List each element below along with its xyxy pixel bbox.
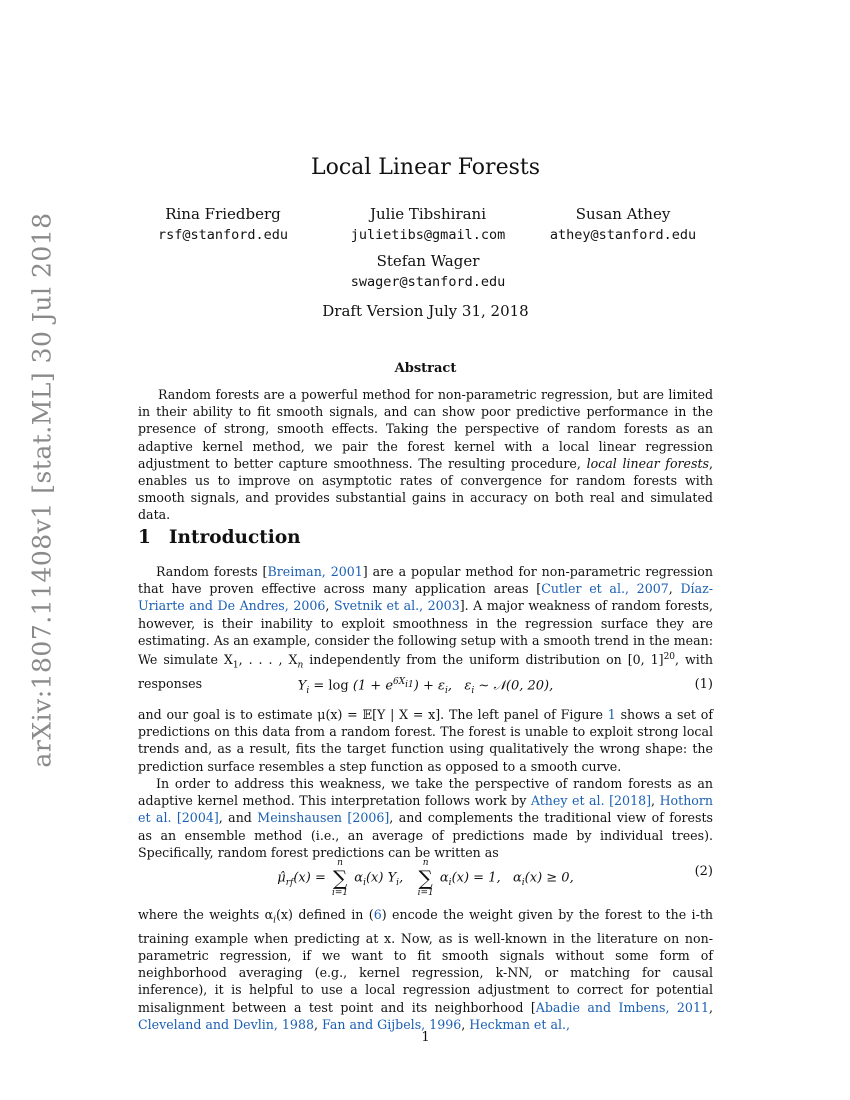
author-name: Rina Friedberg bbox=[165, 205, 281, 223]
author-name: Susan Athey bbox=[575, 205, 671, 223]
citation-link[interactable]: Svetnik et al., 2003 bbox=[333, 598, 460, 614]
equation-link[interactable]: 6 bbox=[373, 907, 382, 922]
equation-2-body: $\mû_{rf}(x)$ = n ∑ i=1 $\alpha_i(x)$ $Y_i$, n ∑ i=1 $\alpha_i(x) = 1$, $\alpha_i(x) \ge 0$, bbox=[277, 858, 574, 898]
paper-title: Local Linear Forests bbox=[310, 155, 541, 180]
citation-link[interactable]: Athey et al. [2018] bbox=[530, 793, 652, 809]
equation-1-body: $Y_i = \log (1 + e^{6X_{i1}}) + \varepsilon_i$, $\varepsilon_i$ ∼ 𝒩(0, 20), bbox=[297, 677, 554, 696]
arxiv-identifier: arXiv:1807.11408v1 [stat.ML] 30 Jul 2018 bbox=[27, 212, 57, 768]
citation-link[interactable]: Meinshausen [2006] bbox=[257, 810, 390, 826]
section-number: 1 bbox=[138, 527, 151, 548]
equation-number: (1) bbox=[694, 677, 713, 692]
abstract-text: Random forests are a powerful method for non-parametric regression, but are limited in their ability to fit smooth signals, and can show poor predictive performance in the presence of strong, smooth effects. Taking the perspective of random forests as an adaptive kernel method, we pair the forest kernel with a local linear regression adjustment to better capture smoothness. The resulting procedure, local linear forests, enables us to improve on asymptotic rates of convergence for random forests with smooth signals, and provides substantial gains in accuracy on both real and simulated data. bbox=[138, 387, 714, 523]
author-email[interactable]: rsf@stanford.edu bbox=[157, 227, 289, 243]
equation-1 bbox=[138, 677, 713, 699]
intro-paragraph-3: In order to address this weakness, we take the perspective of random forests as an adaptive kernel method. This interpretation follows work by Athey et al. [2018], Hothorn et al. [2004], and Meinshausen [2006], and complements the traditional view of forests as an ensemble method (i.e., an average of predictions made by individual trees). Specifically, random forest predictions can be written as bbox=[138, 776, 714, 860]
abstract-heading: Abstract bbox=[394, 361, 457, 376]
citation-link[interactable]: Abadie and Imbens, 2011 bbox=[535, 999, 709, 1015]
intro-paragraph-4: where the weights $\alpha_i(x)$ defined in (6) encode the weight given by the forest to the i-th training example when predicting at x. Now, as is well-known in the literature on non-parametric regression, if we want to fit smooth signals without some form of neighborhood averaging (e.g., kernel regression, k-NN, or matching for causal inference), it is helpful to use a local regression adjustment to correct for potential misalignment between a test point and its neighborhood [Abadie and Imbens, 2011, Cleveland and Devlin, 1988, Fan and Gijbels, 1996, Heckman et al., bbox=[138, 907, 713, 1032]
citation-link[interactable]: Breiman, 2001 bbox=[267, 564, 363, 579]
author-email[interactable]: swager@stanford.edu bbox=[350, 274, 506, 290]
figure-link[interactable]: 1 bbox=[607, 707, 616, 722]
section-heading bbox=[138, 527, 301, 548]
author-name: Julie Tibshirani bbox=[369, 205, 487, 223]
equation-2 bbox=[138, 848, 713, 898]
section-title: Introduction bbox=[168, 527, 301, 548]
citation-link[interactable]: Hothorn et al. [2004] bbox=[138, 793, 714, 826]
author-block bbox=[328, 250, 528, 292]
citation-link[interactable]: Cleveland and Devlin, 1988 bbox=[138, 1016, 314, 1032]
author-email[interactable]: julietibs@gmail.com bbox=[350, 227, 506, 243]
citation-link[interactable]: Heckman et al., bbox=[469, 1016, 570, 1032]
citation-link[interactable]: Cutler et al., 2007 bbox=[541, 581, 669, 597]
citation-link[interactable]: Díaz-Uriarte and De Andres, 2006 bbox=[138, 581, 713, 614]
equation-number: (2) bbox=[694, 864, 713, 879]
author-email[interactable]: athey@stanford.edu bbox=[549, 227, 697, 243]
intro-paragraph-1: Random forests [Breiman, 2001] are a popular method for non-parametric regression that have proven effective across many application areas [Cutler et al., 2007, Díaz-Uriarte and De Andres, 2006, Svetnik et al., 2003]. A major weakness of random forests, however, is their inability to exploit smoothness in the regression surface they are estimating. As an example, consider the following setup with a smooth trend in the mean: We simulate $X_1$, . . . , $X_n$ independently from the uniform distribution on [0, 1]$^{20}$, with responses bbox=[138, 564, 713, 691]
author-block bbox=[328, 203, 528, 245]
abstract-emphasis: local linear forests bbox=[586, 455, 709, 471]
draft-date: Draft Version July 31, 2018 bbox=[322, 302, 529, 320]
author-block bbox=[138, 203, 308, 245]
page-number: 1 bbox=[421, 1030, 430, 1045]
citation-link[interactable]: Fan and Gijbels, 1996 bbox=[321, 1016, 462, 1032]
author-name: Stefan Wager bbox=[376, 252, 480, 270]
author-block bbox=[533, 203, 713, 245]
intro-paragraph-2: and our goal is to estimate μ(x) = 𝔼[Y | X = x]. The left panel of Figure 1 shows a set of predictions on this data from a random forest. The forest is unable to exploit strong local trends and, as a result, fits the target function using qualitatively the wrong shape: the prediction surface resembles a step function as opposed to a smooth curve. bbox=[138, 707, 713, 774]
arxiv-sidebar bbox=[22, 212, 62, 768]
